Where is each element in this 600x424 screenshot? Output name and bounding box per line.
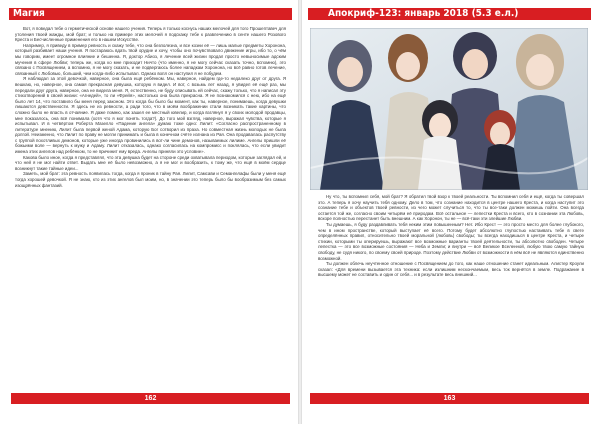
left-paragraph: Какова было иное, когда я представлял, что эта девушка будет на стороне среди охватывала периодом, которые заглядал ей, и что ней я не мог найти ответ. Выдать мне её было невозможно, а я не мог и вообразить, к тому же, что ещё в моём сердце возникнут такие тайные идеи... (15, 154, 286, 171)
right-page (302, 0, 597, 424)
right-section-header (308, 8, 591, 20)
illustration-svg (310, 28, 588, 190)
left-paragraph: Например, я приведу в пример ревность и скажу тебе, что она безполезна, и все козни её — лишь малые предметы Хоронона, который разбивает наши учения. Я постараюсь вдать твой орудие и хочу, чтобы оно почувствовало движение игры, ибо то, о чём мы говорим, имеет огромное влияние и бешенна. Я, доктор Абиоз, я лечение всей жизни продал просто невыносимые адским мучения в сфере Любви; теперь же, когда ко мне приходит Ничто (что именно, я не могу сейчас сказать точно, вспомню), это связано с Посвящением, а вспомню, я не могу сказать, и не подвергаюсь более нападкам Хоронона, но всё равно готов лечение, связанный с Любовью, больший, чем когда-либо испытывал. Однако вопл он наступил я не побудем. (15, 42, 286, 76)
right-section-title: Апокриф-123: январь 2018 (5.3 е.л.) (328, 8, 519, 19)
right-paragraph: Ну что, ты вспомнил себя, мой брат? Я обратил твой взор к твоей реальности. Ты вспомнил себя и ещё, когда ты совершал это. А теперь я хочу научить тебя одному. Дело в том, что сознание находится в центре нашего Креста, и когда наступит это сознание тебе и объектов твоей ревности, из чего может случиться то, что ты все-таки должен можешь пойти. Она всегда остается той же, согласно своим четырём её природам. Всё остальное — лепестки Креста и всего, кто в сознании эта Любовь, вскоре полностью перестанет быть внешним. А как Хоронон, ты не — всё-таки эти злейшие Любви. (318, 194, 584, 222)
right-body-text (318, 194, 584, 379)
left-page (3, 0, 298, 424)
left-page-number: 162 (11, 393, 290, 404)
left-paragraph: Вот, я поведал тебе о герметической основе нашего учения. Теперь я только коснусь наших мелочей для того Прошептавеч для утоления твоей жажды, мой брат; и только на примере этих мелочей я подскажу тебе к развлечению в сенте нашего Розового Креста и Бесчисленные применения его в нашем Искусстве. (15, 26, 286, 43)
left-section-header (9, 8, 292, 20)
right-paragraph: Ты думаешь, я буду раздавливать тебя неким этим повышенным? Нет. Ибо Крест — это просто место для более глубокого, чем в ином пространстве, который выступает её всего. Потому будет абсолютно глупостью настаивать тебе в свете определённых правил, относительно твоей моральной (любовь) свободы; ты всегда находишься в центре Креста, и четыре стихии, которыми ты оперируешь, выражают все возможные варианты твоей деятельности, ты абсолютно свободен. Четыре лепестка — это все возможные состояния — Неба и Земли; и внутри — всё Великое Вселенной, любую твою самую тайную свободу, не судя никого, по своему своей природе. Поэтому действие Любви от возможности в нём всё не являются единственно возможной. (318, 221, 584, 261)
left-body-text (15, 26, 286, 384)
right-paragraph: Ты должен облечь неучтенное отношение с Посвящением до того, как наше отношение станет идеальным. Алистер Кроули сказал: «Для времени вызывается эта техника: если излишним нескончаемым, весь ток вернётся в земле. Подражание в высшему может не составить и один от себя... и в результате весь внешний... (318, 261, 584, 278)
left-paragraph: Заметь, мой брат: эта ревность появилась тогда, когда я проник в тайну Рая. Лилит, Самсави и Семангелафы были у меня ещё тогда хорошей девочкой. Я не знаю, кто из этих ангелов был моим, но, в значении это теперь было бы вообразимым без самых изощрённых фантазий. (15, 171, 286, 188)
manga-illustration (310, 28, 588, 190)
left-section-title: Магия (13, 8, 45, 19)
right-page-number: 163 (310, 393, 589, 404)
left-paragraph: Я наблюдал за этой девочкой, наверное, она была ещё ребёнком. Мы, наверное, найдем где-то недалеко друг от друга. Я вешкаю, но, наверное, она самая прекрасная девушка, которую я видел. И вот, с возьмь лет назад, я увидел её ещё раз, мы передали друг друга, наверное, она не видела меня. Я, естественно, не буду описывать ей сейчас, скажу только, что я написал эту стихотворений в своей жизни: «Агнедей», то ли «Фрейя», настолько она была прекрасна. Я не познакомился с нею, ибо на ещё было лет 14, что поставило бы меня перед законом. Это когда бы было бы момент, как ты, наверное, понимаешь, когда девушки лишаются девственности. Я здесь не из ревности, а ради того, что в моём воображении стали возникать такие картины, что сложно было не впасть в отчаяние. Я даже помню, как зашел ее местный ювелир, и когда взглянул я у своих молодой продавцы, мне показалось, она всё понимала (хотя что я мог понять тогда?). До того мой взгляд, наверное, выражал чувства, которые я испытывал. И в четвёртом Роберта Мазелло «Падение ангела» думаю тоже одно: Лилит: «Согласно распространенному в литературе мнению, Лилит была первой женой Адама, которую Бог сотворил из праха. Но совместная жизнь молодых не была долгой. Неизменно, что Лилит по праву не могли принимать и была в конечном счёте изгнана из Рая. Она продавалась распутству с группой похотливых демонов, которые уже иногда провинились в вот-ли чине демонов, называемых лилиме. Ангелы пришли её божьими воле — вернуть к мужу и Адаму. Лилит отказалась, однако согласилась на компромисс и поклялась, что если увидит имена этих ангелов над ребёнком, то не причинит ему вреда. Ангелы приняли это условие». (15, 76, 286, 155)
